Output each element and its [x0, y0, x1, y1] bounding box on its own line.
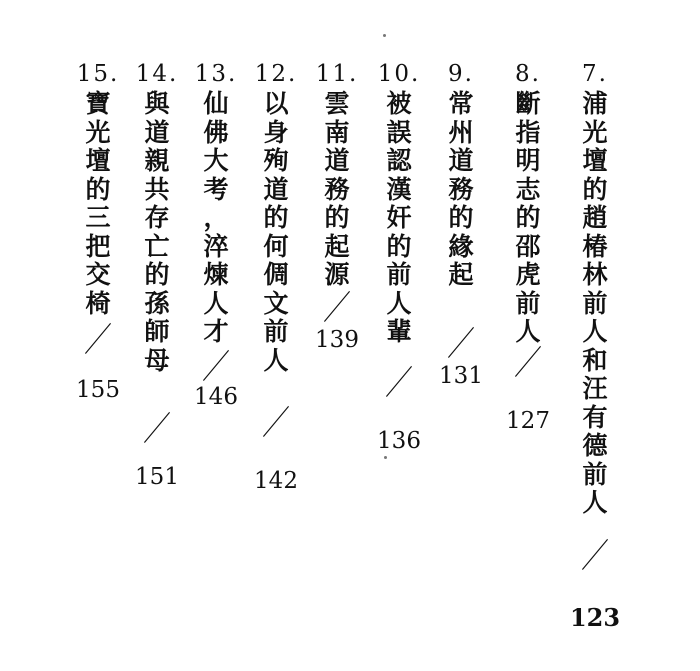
entry-number: 7. — [582, 61, 608, 87]
page-number: 123 — [569, 602, 621, 632]
entry-title — [190, 90, 242, 347]
separator-slash: ／ — [580, 535, 609, 575]
title-char: 邵 — [515, 231, 541, 261]
title-char: 的 — [324, 203, 350, 232]
page-number: 131 — [439, 362, 483, 389]
title-char: 德 — [582, 431, 608, 460]
entry-title — [373, 90, 425, 347]
title-char: 道 — [448, 146, 474, 175]
title-char: 被 — [386, 89, 412, 118]
toc-entry-11 — [311, 60, 363, 354]
title-char: 倜 — [263, 260, 289, 289]
title-char: 與 — [144, 89, 170, 118]
title-char: 亡 — [144, 231, 170, 261]
title-char: 前 — [582, 288, 608, 318]
title-char: 孫 — [144, 288, 170, 318]
entry-number: 12. — [254, 61, 298, 87]
title-char: 椿 — [582, 231, 608, 261]
separator-slash: ／ — [261, 402, 290, 443]
title-char: 輩 — [386, 317, 412, 346]
toc-entry-14 — [131, 60, 183, 491]
title-char: 明 — [515, 146, 541, 175]
title-char: 身 — [263, 117, 289, 147]
title-char: 煉 — [203, 260, 229, 289]
title-char: 的 — [515, 203, 541, 232]
separator-slash: ／ — [83, 319, 112, 360]
page-number: 146 — [194, 383, 238, 410]
title-char: 的 — [144, 260, 170, 289]
title-char: 的 — [448, 203, 474, 232]
page-number: 139 — [315, 326, 359, 353]
page-number: 142 — [254, 468, 298, 494]
toc-entry-9 — [435, 60, 487, 390]
toc-entry-13 — [190, 60, 242, 411]
title-char: 雲 — [324, 89, 350, 118]
title-char: 人 — [386, 288, 412, 318]
page-number: 127 — [506, 407, 550, 434]
entry-number: 8. — [515, 61, 541, 87]
title-char: 汪 — [582, 374, 608, 403]
toc-entry-7 — [569, 60, 621, 632]
title-char: 考 — [203, 174, 229, 204]
title-char: 交 — [85, 260, 111, 289]
entry-number: 9. — [448, 61, 474, 87]
title-char: 殉 — [263, 146, 289, 175]
title-char: 南 — [324, 117, 350, 147]
title-char: 的 — [386, 231, 412, 261]
title-char: 仙 — [203, 89, 229, 118]
title-char: 的 — [85, 174, 111, 204]
title-char: 前 — [515, 288, 541, 318]
title-char: 人 — [263, 345, 289, 375]
title-char: 的 — [263, 203, 289, 232]
entry-title — [502, 90, 554, 347]
title-char: 認 — [386, 146, 412, 175]
title-char: 光 — [582, 117, 608, 147]
toc-entry-8 — [502, 60, 554, 435]
title-char: 道 — [324, 146, 350, 175]
separator-slash: ／ — [446, 323, 475, 363]
title-char: 師 — [144, 317, 170, 346]
title-char: 淬 — [203, 231, 229, 261]
title-char: 源 — [324, 260, 350, 289]
entry-title — [72, 90, 124, 318]
title-char: 奸 — [386, 203, 412, 232]
title-char: 人 — [582, 317, 608, 346]
title-char: 務 — [448, 174, 474, 204]
title-char: 寶 — [85, 89, 111, 118]
title-char: 林 — [582, 260, 608, 289]
scan-speck — [383, 34, 386, 37]
title-char: 文 — [263, 288, 289, 318]
toc-entry-15 — [72, 60, 124, 404]
title-char: 前 — [582, 459, 608, 489]
page-number: 151 — [135, 464, 179, 490]
separator-slash: ／ — [201, 346, 230, 386]
separator-slash: ／ — [513, 342, 542, 382]
separator-slash: ／ — [384, 362, 413, 402]
title-char: 誤 — [386, 117, 412, 147]
title-char: 常 — [448, 89, 474, 118]
title-char: 存 — [144, 203, 170, 232]
page-number: 136 — [377, 427, 421, 454]
title-char: 道 — [263, 174, 289, 204]
title-char: 趙 — [582, 203, 608, 232]
entry-number: 15. — [76, 61, 120, 87]
title-char: 斷 — [515, 89, 541, 118]
scan-speck — [384, 456, 387, 459]
title-char: 壇 — [85, 146, 111, 175]
entry-title — [250, 90, 302, 375]
title-char: 共 — [144, 174, 170, 204]
title-char: 親 — [144, 146, 170, 175]
title-char: 佛 — [203, 117, 229, 147]
title-char: 大 — [203, 146, 229, 175]
title-char: 指 — [515, 117, 541, 147]
title-char: 三 — [85, 203, 111, 232]
title-char: 把 — [85, 231, 111, 261]
title-char: 壇 — [582, 146, 608, 175]
title-char: 緣 — [448, 231, 474, 261]
toc-entry-10 — [373, 60, 425, 455]
entry-title — [311, 90, 363, 290]
title-char: 人 — [515, 317, 541, 346]
title-char: 以 — [263, 89, 289, 118]
page-number: 155 — [76, 377, 120, 403]
title-char: 有 — [582, 402, 608, 432]
toc-entry-12 — [250, 60, 302, 495]
title-char: 母 — [144, 345, 170, 375]
title-char: 前 — [263, 317, 289, 346]
entry-number: 11. — [315, 61, 359, 87]
title-char: ， — [203, 203, 229, 232]
title-char: 起 — [324, 231, 350, 261]
entry-title — [435, 90, 487, 290]
title-char: 志 — [515, 174, 541, 204]
entry-number: 14. — [135, 61, 179, 87]
title-char: 才 — [203, 317, 229, 346]
title-char: 虎 — [515, 260, 541, 289]
title-char: 和 — [582, 345, 608, 375]
title-char: 椅 — [85, 288, 111, 318]
entry-number: 13. — [194, 61, 238, 87]
title-char: 的 — [582, 174, 608, 204]
title-char: 光 — [85, 117, 111, 147]
entry-title — [569, 90, 621, 518]
title-char: 人 — [203, 288, 229, 318]
title-char: 務 — [324, 174, 350, 204]
title-char: 道 — [144, 117, 170, 147]
title-char: 浦 — [582, 89, 608, 118]
entry-title — [131, 90, 183, 375]
separator-slash: ／ — [142, 408, 171, 449]
separator-slash: ／ — [322, 287, 351, 327]
entry-number: 10. — [377, 61, 421, 87]
title-char: 前 — [386, 260, 412, 289]
title-char: 起 — [448, 260, 474, 289]
title-char: 州 — [448, 117, 474, 147]
title-char: 何 — [263, 231, 289, 261]
title-char: 漢 — [386, 174, 412, 204]
title-char: 人 — [582, 488, 608, 517]
